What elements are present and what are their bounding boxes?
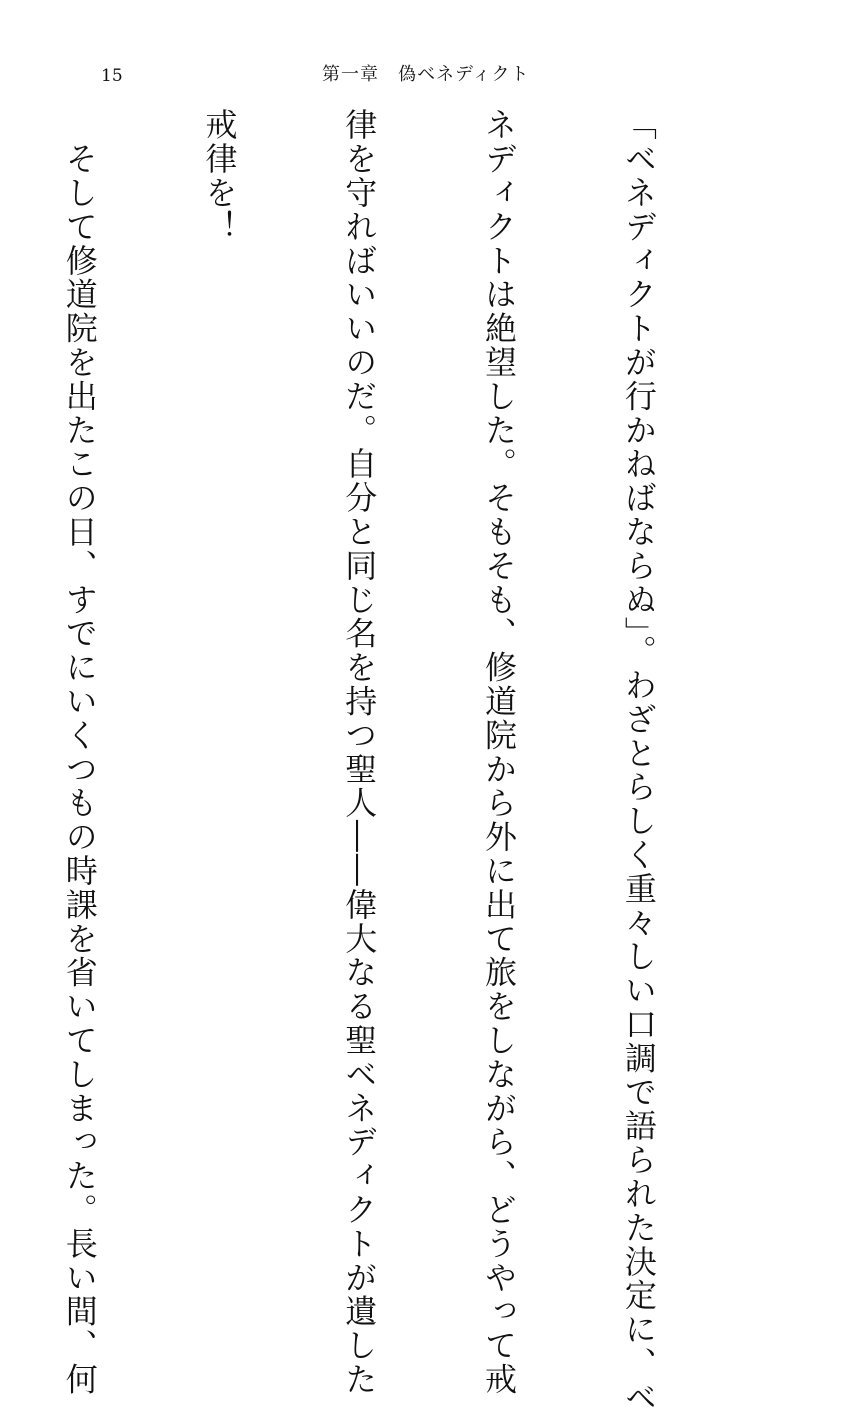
- text-line: 戒律を！: [200, 108, 239, 244]
- text-line: そして修道院を出たこの日、すでにいくつもの時課を省いてしまった。長い間、何: [60, 108, 99, 1397]
- page-number: 15: [101, 66, 123, 86]
- text-line: 「ベネディクトが行かねばならぬ」。わざとらしく重々しい口調で語られた決定に、ベ: [619, 108, 658, 1414]
- running-head-title: 第一章 偽ベネディクト: [322, 64, 530, 85]
- text-line: ネディクトは絶望した。そもそも、修道院から外に出て旅をしながら、どうやって戒: [480, 108, 519, 1397]
- vertical-body-text: [60, 108, 755, 1414]
- text-line: 律を守ればいいのだ。自分と同じ名を持つ聖人――偉大なる聖ベネディクトが遺した: [340, 108, 379, 1397]
